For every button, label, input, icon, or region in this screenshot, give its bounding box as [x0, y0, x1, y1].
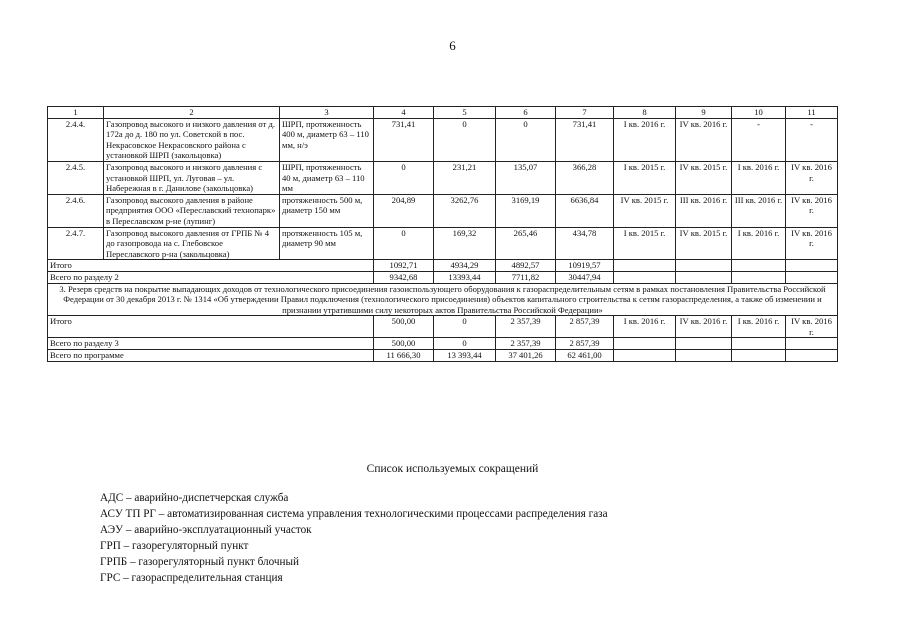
- table-cell: Газопровод высокого и низкого давления от д. 172а до д. 180 по ул. Советской в пос. Некрасовское Некрасовского района с установкой ШРП (закольцовка): [104, 118, 280, 161]
- table-cell: 3262,76: [434, 194, 496, 227]
- table-cell: 500,00: [374, 338, 434, 350]
- table-cell: IV кв. 2015 г.: [676, 161, 732, 194]
- column-header: 2: [104, 107, 280, 119]
- table-cell: 2.4.5.: [48, 161, 104, 194]
- table-cell: 366,28: [556, 161, 614, 194]
- table-cell: I кв. 2015 г.: [614, 227, 676, 260]
- section-3-note: 3. Резерв средств на покрытие выпадающих доходов от технологического присоединения газоиспользующего оборудования к газораспределительным сетям в рамках постановления Правительства Российской Федерации от 30 декабря 2013 г. № 1314 «Об утверждении Правил подключения (технологического присоединения) объектов капитального строительства к сетям газораспределения, а также об изменении и признании утратившими силу некоторых актов Правительства Российской Федерации»: [48, 283, 838, 316]
- table-cell: I кв. 2016 г.: [732, 161, 786, 194]
- abbreviations-title: Список используемых сокращений: [366, 463, 539, 475]
- table-cell: IV кв. 2016 г.: [786, 161, 838, 194]
- table-cell: I кв. 2016 г.: [614, 316, 676, 338]
- table-cell: 3169,19: [496, 194, 556, 227]
- empty-cell: [614, 350, 676, 362]
- table-cell: 2 857,39: [556, 338, 614, 350]
- table-row: [48, 227, 838, 260]
- table-cell: 1092,71: [374, 260, 434, 272]
- column-header: 10: [732, 107, 786, 119]
- summary-row: [48, 271, 838, 283]
- empty-cell: [676, 338, 732, 350]
- empty-cell: [614, 271, 676, 283]
- section-note-row: [48, 283, 838, 316]
- table-cell: IV кв. 2015 г.: [676, 227, 732, 260]
- table-cell: 2.4.7.: [48, 227, 104, 260]
- abbreviations-list: [100, 490, 608, 586]
- summary-label: Итого: [48, 260, 374, 272]
- table-cell: IV кв. 2016 г.: [786, 194, 838, 227]
- table-body: [48, 107, 838, 362]
- table-cell: 6636,84: [556, 194, 614, 227]
- table-cell: I кв. 2016 г.: [614, 118, 676, 161]
- empty-cell: [732, 260, 786, 272]
- summary-row: [48, 350, 838, 362]
- program-table: [47, 106, 838, 362]
- table-cell: 0: [496, 118, 556, 161]
- table-cell: 0: [374, 161, 434, 194]
- table-cell: 9342,68: [374, 271, 434, 283]
- table-cell: 13 393,44: [434, 350, 496, 362]
- table-cell: 2 357,39: [496, 316, 556, 338]
- column-header: 3: [280, 107, 374, 119]
- table-cell: III кв. 2016 г.: [676, 194, 732, 227]
- empty-cell: [732, 350, 786, 362]
- table-cell: протяженность 500 м, диаметр 150 мм: [280, 194, 374, 227]
- column-header: 8: [614, 107, 676, 119]
- table-cell: 7711,82: [496, 271, 556, 283]
- table-cell: I кв. 2015 г.: [614, 161, 676, 194]
- table-cell: 2 357,39: [496, 338, 556, 350]
- table-cell: I кв. 2016 г.: [732, 316, 786, 338]
- table-cell: -: [732, 118, 786, 161]
- table-cell: 231,21: [434, 161, 496, 194]
- page-number: 6: [449, 38, 456, 53]
- summary-label: Всего по разделу 2: [48, 271, 374, 283]
- table-cell: 2.4.4.: [48, 118, 104, 161]
- abbreviation-item: ГРПБ – газорегуляторный пункт блочный: [100, 556, 300, 568]
- empty-cell: [732, 338, 786, 350]
- summary-label: Итого: [48, 316, 374, 338]
- summary-row: [48, 260, 838, 272]
- column-header: 6: [496, 107, 556, 119]
- table-cell: Газопровод высокого давления в районе предприятия ООО «Переславский технопарк» в Переславском р-не (лупинг): [104, 194, 280, 227]
- table-cell: 13393,44: [434, 271, 496, 283]
- column-header: 4: [374, 107, 434, 119]
- empty-cell: [676, 260, 732, 272]
- table-cell: -: [786, 118, 838, 161]
- abbreviation-item: АЭУ – аварийно-эксплуатационный участок: [100, 524, 312, 536]
- table-cell: 4892,57: [496, 260, 556, 272]
- empty-cell: [786, 271, 838, 283]
- table-cell: Газопровод высокого и низкого давления с установкой ШРП, ул. Луговая – ул. Набережная в г. Данилове (закольцовка): [104, 161, 280, 194]
- column-header: 1: [48, 107, 104, 119]
- summary-row: [48, 338, 838, 350]
- table-cell: 0: [434, 316, 496, 338]
- table-cell: 0: [434, 118, 496, 161]
- table-cell: 2 857,39: [556, 316, 614, 338]
- abbreviation-item: АДС – аварийно-диспетчерская служба: [100, 492, 289, 504]
- table-cell: 0: [374, 227, 434, 260]
- empty-cell: [676, 350, 732, 362]
- column-header: 7: [556, 107, 614, 119]
- table-cell: 0: [434, 338, 496, 350]
- column-header: 11: [786, 107, 838, 119]
- empty-cell: [676, 271, 732, 283]
- table-cell: Газопровод высокого давления от ГРПБ № 4 до газопровода на с. Глебовское Переславского р-на (закольцовка): [104, 227, 280, 260]
- table-cell: 434,78: [556, 227, 614, 260]
- table-row: [48, 161, 838, 194]
- table-cell: 30447,94: [556, 271, 614, 283]
- table-cell: 2.4.6.: [48, 194, 104, 227]
- table-cell: ШРП, протяженность 40 м, диаметр 63 – 110 мм: [280, 161, 374, 194]
- table-cell: 11 666,30: [374, 350, 434, 362]
- empty-cell: [786, 260, 838, 272]
- table-cell: 169,32: [434, 227, 496, 260]
- abbreviation-item: ГРП – газорегуляторный пункт: [100, 540, 249, 552]
- column-header: 9: [676, 107, 732, 119]
- table-cell: 500,00: [374, 316, 434, 338]
- table-cell: IV кв. 2016 г.: [676, 118, 732, 161]
- table-cell: ШРП, протяженность 400 м, диаметр 63 – 110 мм, н/э: [280, 118, 374, 161]
- table-cell: III кв. 2016 г.: [732, 194, 786, 227]
- table-cell: 731,41: [374, 118, 434, 161]
- empty-cell: [732, 271, 786, 283]
- table-cell: протяженность 105 м, диаметр 90 мм: [280, 227, 374, 260]
- table-cell: 135,07: [496, 161, 556, 194]
- column-header: 5: [434, 107, 496, 119]
- empty-cell: [614, 338, 676, 350]
- table-cell: 4934,29: [434, 260, 496, 272]
- table-cell: 204,89: [374, 194, 434, 227]
- table-cell: IV кв. 2015 г.: [614, 194, 676, 227]
- table-cell: 731,41: [556, 118, 614, 161]
- summary-label: Всего по программе: [48, 350, 374, 362]
- empty-cell: [786, 338, 838, 350]
- table-row: [48, 194, 838, 227]
- table-cell: 265,46: [496, 227, 556, 260]
- table-cell: IV кв. 2016 г.: [786, 316, 838, 338]
- table-cell: IV кв. 2016 г.: [786, 227, 838, 260]
- table-cell: 10919,57: [556, 260, 614, 272]
- table-cell: IV кв. 2016 г.: [676, 316, 732, 338]
- empty-cell: [786, 350, 838, 362]
- summary-label: Всего по разделу 3: [48, 338, 374, 350]
- table-row: [48, 118, 838, 161]
- empty-cell: [614, 260, 676, 272]
- summary-row: [48, 316, 838, 338]
- table-cell: 62 461,00: [556, 350, 614, 362]
- abbreviation-item: АСУ ТП РГ – автоматизированная система управления технологическими процессами распределения газа: [100, 508, 608, 520]
- table-cell: I кв. 2016 г.: [732, 227, 786, 260]
- abbreviation-item: ГРС – газораспределительная станция: [100, 572, 283, 584]
- table-cell: 37 401,26: [496, 350, 556, 362]
- table-header-row: [48, 107, 838, 119]
